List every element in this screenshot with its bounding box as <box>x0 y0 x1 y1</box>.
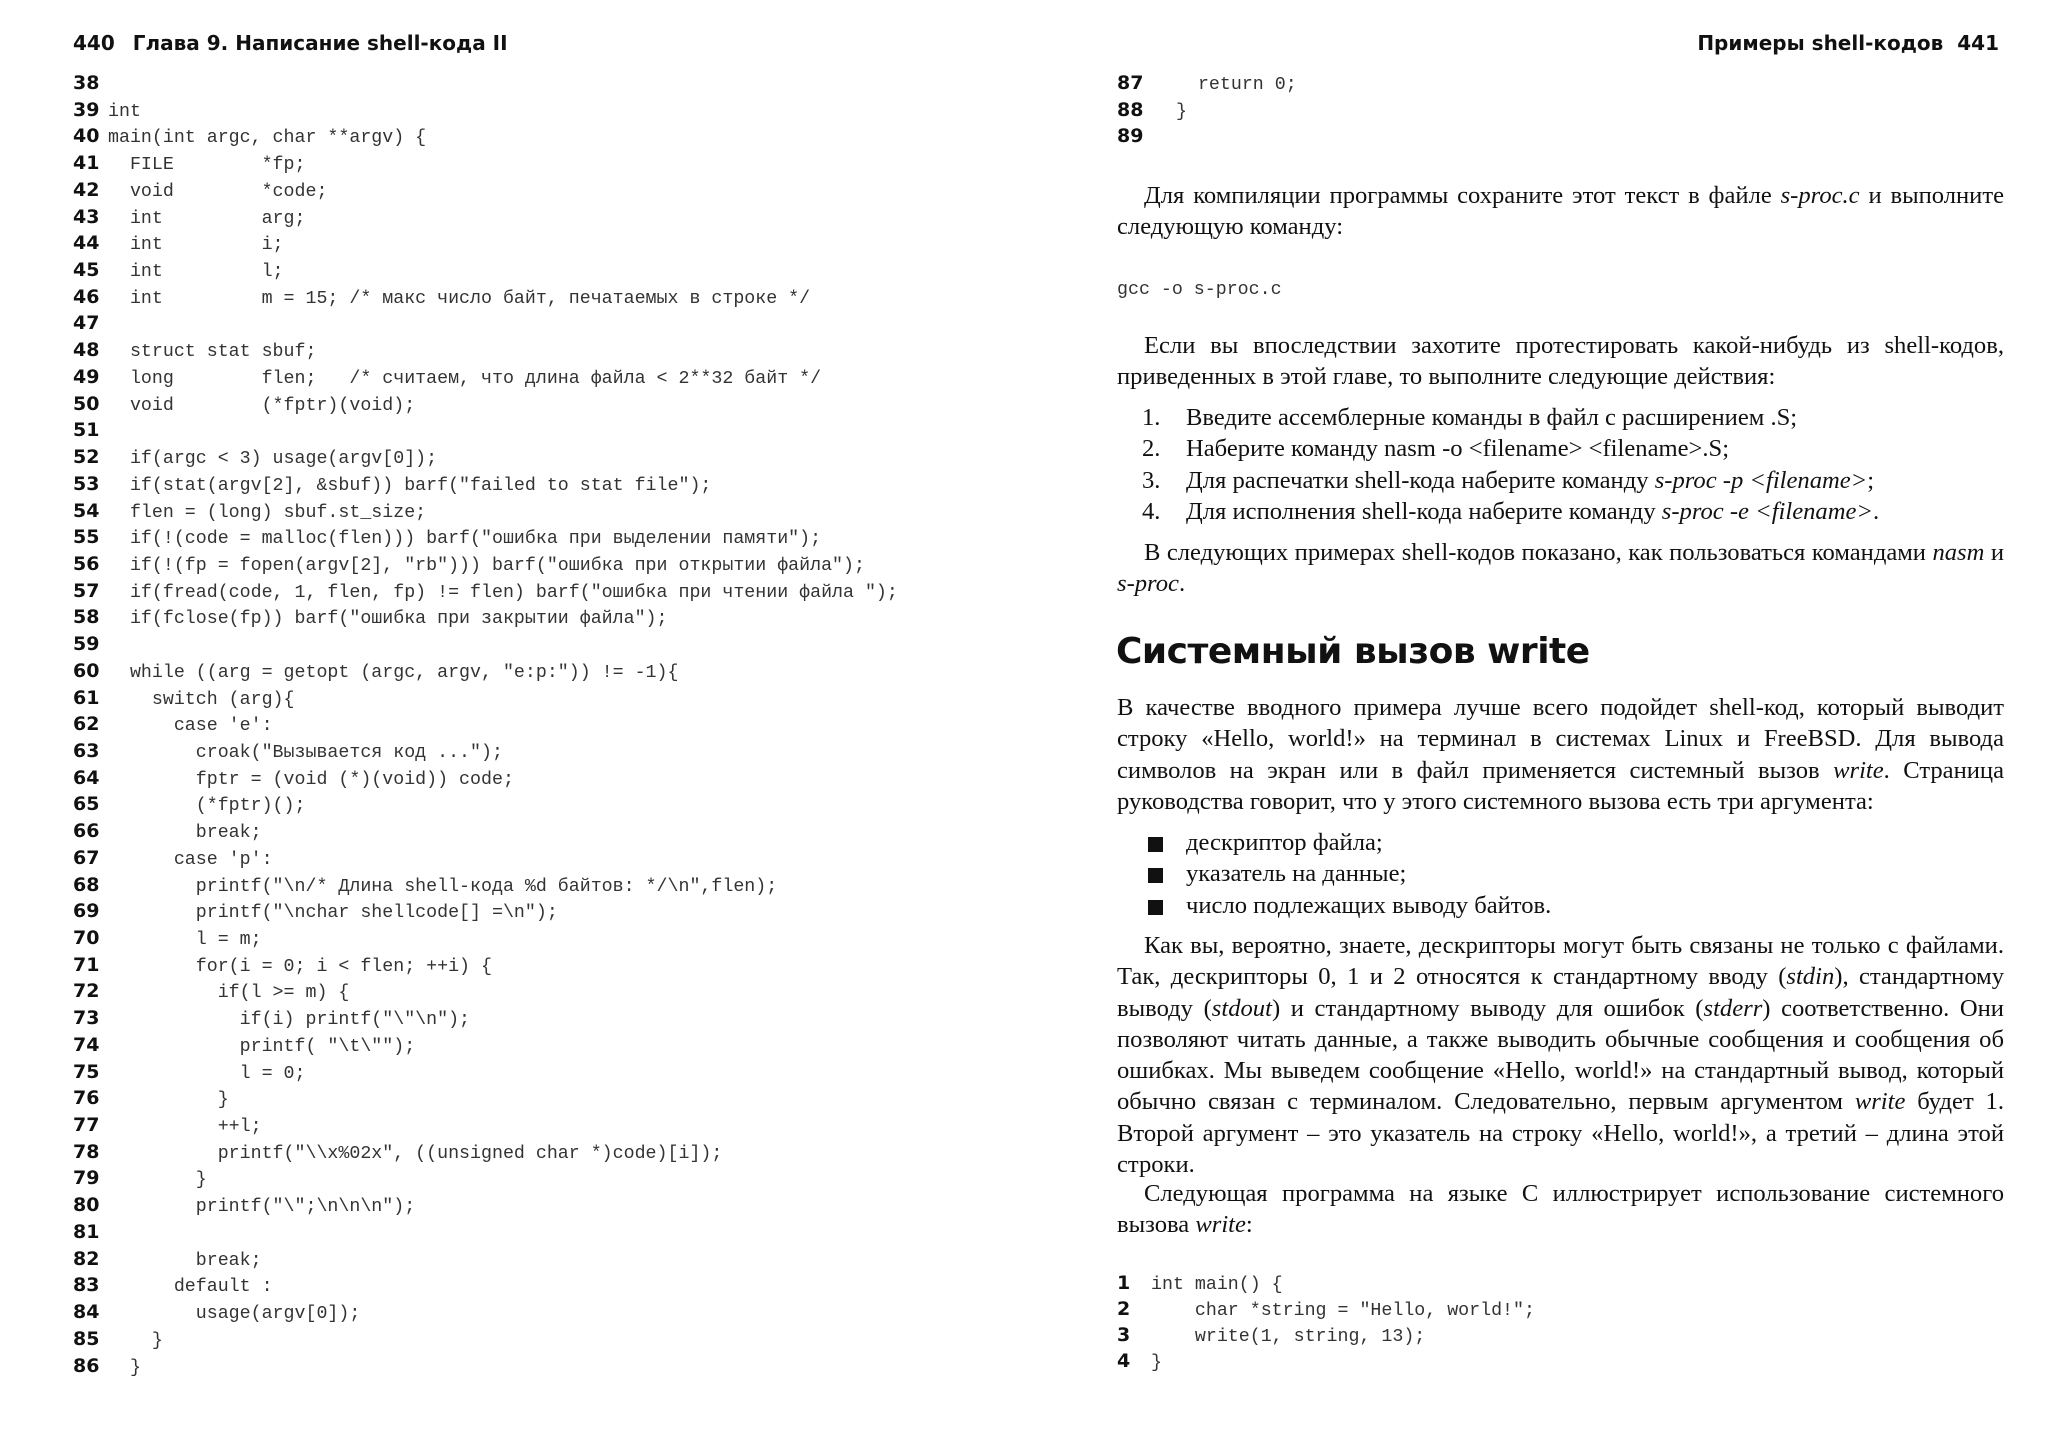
code-line <box>1117 1322 1535 1348</box>
code-text: fptr = (void (*)(void)) code; <box>108 769 514 790</box>
code-text: printf( "\t\""); <box>108 1036 416 1057</box>
line-number: 61 <box>73 686 100 709</box>
code-text: if(i) printf("\"\n"); <box>108 1010 471 1031</box>
line-number: 87 <box>1117 72 1144 94</box>
code-text: printf("\";\n\n\n"); <box>108 1197 416 1218</box>
code-text: case 'p': <box>108 849 273 870</box>
line-number: 54 <box>73 499 100 522</box>
code-line <box>73 1219 898 1246</box>
line-number: 88 <box>1117 98 1144 121</box>
code-line <box>73 952 898 979</box>
line-number: 40 <box>73 125 100 148</box>
code-text: return 0; <box>1176 75 1297 95</box>
code-text: l = m; <box>108 930 262 950</box>
code-line <box>1117 123 1297 150</box>
code-line <box>73 444 898 471</box>
right-running-head <box>1697 29 1999 57</box>
code-text: int m = 15; /* макс число байт, печатаемых в строке */ <box>108 288 811 309</box>
code-line <box>73 364 898 391</box>
code-line <box>73 765 898 792</box>
line-number: 56 <box>73 552 100 575</box>
code-text: if(!(code = malloc(flen))) barf("ошибка при выделении памяти"); <box>108 529 822 550</box>
code-text: int l; <box>108 262 284 283</box>
program-intro-paragraph: Следующая программа на языке C иллюстрирует использование системного вызова write: <box>1117 1180 2004 1239</box>
code-text: void (*fptr)(void); <box>108 395 416 416</box>
line-number: 64 <box>73 766 100 789</box>
right-page <box>1024 0 2048 1447</box>
code-line <box>73 845 898 872</box>
section-title: Системный вызов write <box>1116 631 1590 672</box>
steps-list <box>1117 402 2017 527</box>
left-code-listing <box>73 70 898 1379</box>
file-name-s-proc: s-proc.c <box>1780 182 1860 209</box>
code-text: break; <box>108 1250 262 1271</box>
list-item: число подлежащих выводу байтов. <box>1117 890 2017 921</box>
line-number: 50 <box>73 392 100 415</box>
test-paragraph: Если вы впоследствии захотите протестировать какой-нибудь из shell-кодов, приведенных в этой главе, то выполните следующие действия: <box>1117 332 2004 391</box>
line-number: 76 <box>73 1087 100 1110</box>
line-number: 49 <box>73 365 100 388</box>
right-running-head-title: Примеры shell-кодов <box>1697 31 1944 55</box>
step-item: 4. Для исполнения shell-кода наберите команду s-proc -e <filename>. <box>1142 497 1880 525</box>
line-number: 62 <box>73 713 100 736</box>
arguments-list <box>1117 827 2017 921</box>
code-line <box>73 898 898 925</box>
line-number: 79 <box>73 1167 100 1190</box>
code-text: int i; <box>108 235 284 256</box>
code-line <box>73 123 898 150</box>
code-text: } <box>1176 101 1187 122</box>
line-number: 60 <box>73 659 100 682</box>
code-line <box>73 1192 898 1219</box>
line-number: 38 <box>73 72 100 94</box>
code-line <box>73 177 898 204</box>
code-text: croak("Вызывается код ..."); <box>108 742 503 763</box>
line-number: 57 <box>73 579 100 602</box>
code-text: case 'e': <box>108 716 273 737</box>
code-text: } <box>108 1330 163 1351</box>
code-line <box>73 1246 898 1273</box>
code-line <box>73 70 898 97</box>
code-text: int <box>108 101 141 122</box>
code-text: if(!(fp = fopen(argv[2], "rb"))) barf("ошибка при открытии файла"); <box>108 555 865 576</box>
code-line <box>73 310 898 337</box>
code-line <box>1117 1270 1535 1296</box>
line-number: 73 <box>73 1007 100 1030</box>
code-text: FILE *fp; <box>108 155 306 176</box>
code-text: while ((arg = getopt (argc, argv, "e:p:")) != -1){ <box>108 662 679 683</box>
code-line <box>73 498 898 525</box>
code-line <box>73 337 898 364</box>
descriptors-paragraph: Как вы, вероятно, знаете, дескрипторы могут быть связаны не только с файлами. Так, дескрипторы 0, 1 и 2 относятся к стандартному вводу (stdin), стандартному выводу (stdout) и стандартному выводу для ошибок (stderr) соответственно. Они позволяют читать данные, а также выводить обычные сообщения и сообщения об ошибках. Мы выведем сообщение «Hello, world!» на стандартный вывод, который обычно связан с терминалом. Следовательно, первым аргументом write будет 1. Второй аргумент – это указатель на строку «Hello, world!», а третий – длина этой строки. <box>1117 932 2005 1179</box>
line-number: 46 <box>73 285 100 308</box>
code-line <box>73 257 898 284</box>
bullet-square-icon <box>1148 868 1163 883</box>
step-item: 3. Для распечатки shell-кода наберите команду s-proc -p <filename>; <box>1142 466 1875 494</box>
line-number: 80 <box>73 1194 100 1217</box>
code-text: char *string = "Hello, world!"; <box>1151 1301 1535 1321</box>
line-number: 65 <box>73 793 100 816</box>
compile-command: gcc -o s-proc.c <box>1117 280 1282 300</box>
line-number: 81 <box>73 1220 100 1243</box>
line-number: 83 <box>73 1274 100 1297</box>
code-text: l = 0; <box>108 1063 306 1084</box>
code-text: switch (arg){ <box>108 689 295 710</box>
line-number: 44 <box>73 232 100 255</box>
line-number: 66 <box>73 820 100 843</box>
code-line <box>73 1112 898 1139</box>
code-line <box>73 711 898 738</box>
code-text: if(argc < 3) usage(argv[0]); <box>108 449 438 470</box>
line-number: 52 <box>73 446 100 469</box>
code-line <box>73 658 898 685</box>
intro-paragraph: В качестве вводного примера лучше всего подойдет shell-код, который выводит строку «Hello, world!» на терминал в системах Linux и FreeBSD. Для вывода символов на экран или в файл применяется системный вызов write. Страница руководства говорит, что у этого системного вызова есть три аргумента: <box>1117 694 2004 815</box>
code-line <box>73 1272 898 1299</box>
line-number: 67 <box>73 846 100 869</box>
code-text: usage(argv[0]); <box>108 1304 361 1325</box>
code-line <box>73 1326 898 1353</box>
code-text: if(fread(code, 1, flen, fp) != flen) barf("ошибка при чтении файла "); <box>108 582 898 603</box>
code-line <box>1117 1296 1535 1322</box>
code-line <box>73 417 898 444</box>
code-line <box>73 578 898 605</box>
line-number: 48 <box>73 339 100 362</box>
line-number: 45 <box>73 259 100 282</box>
line-number: 51 <box>73 419 100 442</box>
code-text: printf("\\x%02x", ((unsigned char *)code)[i]); <box>108 1143 723 1164</box>
line-number: 86 <box>73 1354 100 1377</box>
code-line <box>73 791 898 818</box>
line-number: 55 <box>73 526 100 549</box>
code-line <box>73 1085 898 1112</box>
code-line <box>73 685 898 712</box>
code-line <box>73 524 898 551</box>
line-number: 71 <box>73 953 100 976</box>
code-line <box>73 1005 898 1032</box>
compile-paragraph: Для компиляции программы сохраните этот текст в файле s-proc.c и выполните следующую команду: <box>1117 182 2004 241</box>
code-line <box>73 391 898 418</box>
line-number: 39 <box>73 98 100 121</box>
code-line <box>73 1059 898 1086</box>
code-line <box>73 97 898 124</box>
line-number: 75 <box>73 1060 100 1083</box>
code-text: break; <box>108 823 262 844</box>
line-number: 53 <box>73 472 100 495</box>
code-line <box>73 925 898 952</box>
line-number: 82 <box>73 1247 100 1270</box>
line-number: 43 <box>73 205 100 228</box>
step-item: 2. Наберите команду nasm -o <filename> <filename>.S; <box>1142 435 1730 463</box>
code-text: if(stat(argv[2], &sbuf)) barf("failed to stat file"); <box>108 475 712 496</box>
right-page-number: 441 <box>1957 31 1999 55</box>
code-text: struct stat sbuf; <box>108 342 317 363</box>
line-number: 58 <box>73 606 100 629</box>
code-line <box>73 604 898 631</box>
line-number: 47 <box>73 312 100 335</box>
code-text: main(int argc, char **argv) { <box>108 128 427 149</box>
bullet-square-icon <box>1148 837 1163 852</box>
code-text: (*fptr)(); <box>108 796 306 817</box>
code-text: if(fclose(fp)) barf("ошибка при закрытии файла"); <box>108 609 668 630</box>
code-line <box>1117 97 1297 124</box>
code-line <box>73 1165 898 1192</box>
code-text: flen = (long) sbuf.st_size; <box>108 502 427 523</box>
code-line <box>73 471 898 498</box>
code-text: } <box>108 1170 207 1191</box>
line-number: 89 <box>1117 125 1144 147</box>
right-code-listing-continued <box>1117 70 1297 150</box>
code-line <box>73 818 898 845</box>
code-text: write(1, string, 13); <box>1151 1327 1426 1347</box>
examples-paragraph: В следующих примерах shell-кодов показано, как пользоваться командами nasm и s-proc. <box>1117 539 2004 598</box>
line-number: 68 <box>73 873 100 896</box>
code-line <box>73 230 898 257</box>
line-number: 59 <box>73 633 100 656</box>
code-line <box>73 872 898 899</box>
code-text: } <box>108 1090 229 1111</box>
code-line <box>73 1353 898 1380</box>
code-line <box>73 978 898 1005</box>
list-item: дескриптор файла; <box>1117 827 2017 858</box>
code-text: int main() { <box>1151 1275 1283 1295</box>
line-number: 1 <box>1117 1272 1131 1294</box>
code-text: printf("\n/* Длина shell-кода %d байтов: */\n",flen); <box>108 876 778 897</box>
code-text: if(l >= m) { <box>108 983 350 1004</box>
line-number: 42 <box>73 178 100 201</box>
line-number: 77 <box>73 1114 100 1137</box>
code-text: } <box>108 1357 141 1378</box>
list-item: указатель на данные; <box>1117 858 2017 889</box>
line-number: 63 <box>73 739 100 762</box>
hello-world-code-listing <box>1117 1270 1535 1374</box>
code-line <box>73 284 898 311</box>
code-text: for(i = 0; i < flen; ++i) { <box>108 956 492 977</box>
line-number: 85 <box>73 1327 100 1350</box>
step-item: 1. Введите ассемблерные команды в файл с расширением .S; <box>1142 404 1798 431</box>
line-number: 3 <box>1117 1324 1131 1346</box>
code-line <box>73 551 898 578</box>
code-text: long flen; /* считаем, что длина файла < 2**32 байт */ <box>108 368 822 389</box>
code-line <box>73 204 898 231</box>
code-line <box>73 1139 898 1166</box>
code-text: printf("\nchar shellcode[] =\n"); <box>108 903 558 924</box>
code-text: int arg; <box>108 208 306 229</box>
code-line <box>1117 1348 1535 1374</box>
line-number: 4 <box>1117 1350 1131 1372</box>
line-number: 2 <box>1117 1298 1131 1320</box>
line-number: 84 <box>73 1301 100 1324</box>
bullet-square-icon <box>1148 900 1163 915</box>
code-text: } <box>1151 1353 1162 1373</box>
line-number: 78 <box>73 1140 100 1163</box>
code-text: void *code; <box>108 181 328 202</box>
code-text: default : <box>108 1277 273 1298</box>
line-number: 72 <box>73 980 100 1003</box>
code-line <box>73 1299 898 1326</box>
line-number: 69 <box>73 900 100 923</box>
line-number: 74 <box>73 1033 100 1056</box>
code-line <box>73 738 898 765</box>
left-page-number: 440 <box>73 31 115 55</box>
code-line <box>73 631 898 658</box>
code-line <box>73 150 898 177</box>
left-running-head <box>73 29 508 57</box>
left-running-head-title: Глава 9. Написание shell-кода II <box>132 31 508 55</box>
code-line <box>1117 70 1297 97</box>
code-text: ++l; <box>108 1117 262 1138</box>
line-number: 41 <box>73 152 100 175</box>
code-line <box>73 1032 898 1059</box>
line-number: 70 <box>73 927 100 949</box>
